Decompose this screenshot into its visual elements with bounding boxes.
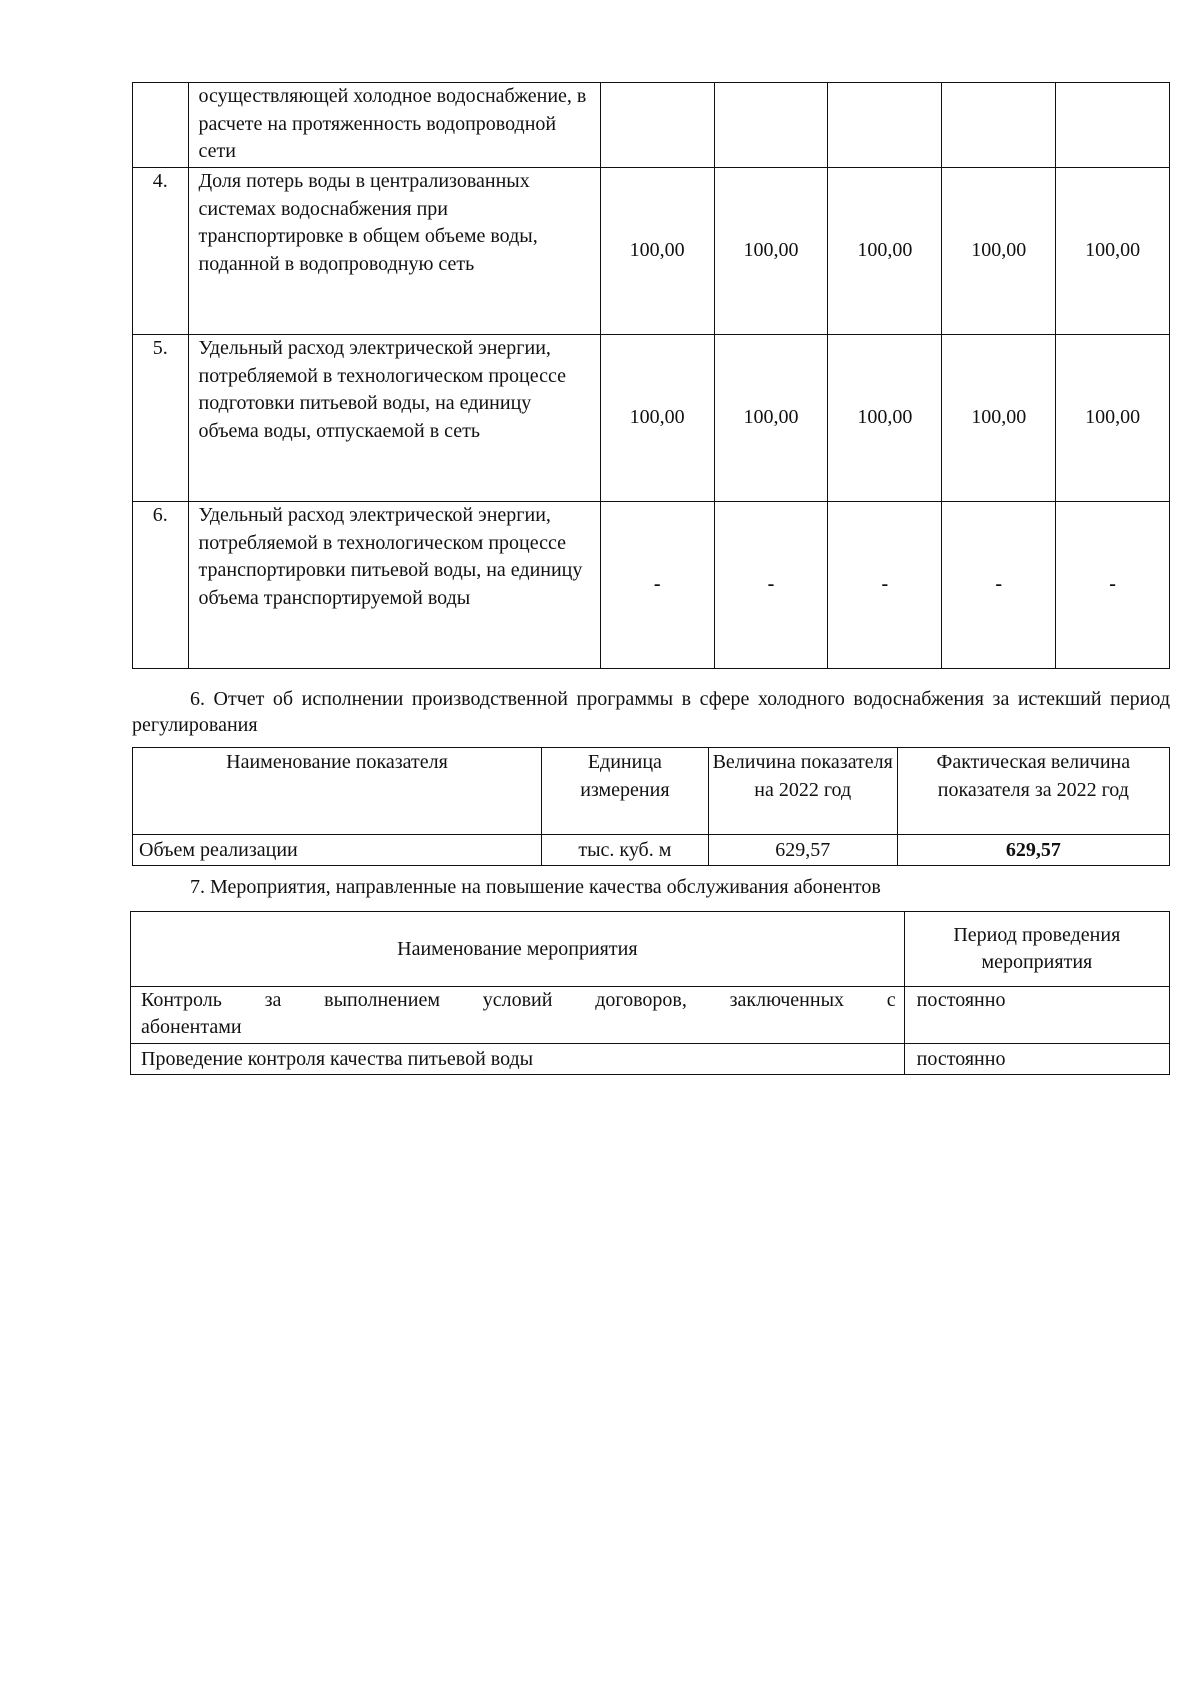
measure-name: Проведение контроля качества питьевой воды (131, 1044, 905, 1075)
indicator-value: - (1056, 502, 1170, 669)
indicator-value (1056, 83, 1170, 168)
indicator-value: - (600, 502, 714, 669)
measure-period: постоянно (904, 1044, 1169, 1075)
indicator-value: 100,00 (714, 335, 828, 502)
indicator-value: 100,00 (828, 335, 942, 502)
indicator-value: 100,00 (942, 168, 1056, 335)
section-6-heading: 6. Отчет об исполнении производственной программы в сфере холодного водоснабжения за истекший период регулирования (132, 688, 1170, 736)
column-header: Фактическая величина показателя за 2022 год (897, 748, 1169, 835)
table-header-row (131, 912, 1170, 987)
indicator-value: 100,00 (942, 335, 1056, 502)
indicator-value: 100,00 (828, 168, 942, 335)
table-row (131, 1044, 1170, 1075)
table-row (133, 83, 1170, 168)
measures-table (130, 911, 1170, 1075)
row-number (133, 83, 189, 168)
row-number: 4. (133, 168, 189, 335)
indicator-name: Удельный расход электрической энергии, потребляемой в технологическом процессе подготовки питьевой воды, на единицу объема воды, отпускаемой в сеть (188, 335, 600, 502)
indicators-table (132, 82, 1170, 669)
indicator-value: 100,00 (600, 335, 714, 502)
indicator-value: - (714, 502, 828, 669)
indicator-value (600, 83, 714, 168)
column-header: Наименование показателя (133, 748, 542, 835)
row-number: 6. (133, 502, 189, 669)
table-row (133, 168, 1170, 335)
measure-period: постоянно (904, 987, 1169, 1044)
indicator-value (828, 83, 942, 168)
indicator-name: Удельный расход электрической энергии, потребляемой в технологическом процессе транспортировки питьевой воды, на единицу объема транспортируемой воды (188, 502, 600, 669)
indicator-value: 100,00 (600, 168, 714, 335)
indicator-name: Доля потерь воды в централизованных системах водоснабжения при транспортировке в общем объеме воды, поданной в водопроводную сеть (188, 168, 600, 335)
column-header: Величина показателя на 2022 год (708, 748, 897, 835)
unit: тыс. куб. м (541, 835, 708, 866)
table-row (133, 835, 1170, 866)
column-header: Период проведения мероприятия (904, 912, 1169, 987)
indicator-value: 100,00 (1056, 335, 1170, 502)
section-7-heading: 7. Мероприятия, направленные на повышение качества обслуживания абонентов (190, 876, 881, 898)
table-header-row (133, 748, 1170, 835)
column-header: Наименование мероприятия (131, 912, 905, 987)
table-row (133, 502, 1170, 669)
indicator-value: 100,00 (714, 168, 828, 335)
column-header: Единица измерения (541, 748, 708, 835)
actual-value: 629,57 (897, 835, 1169, 866)
row-number: 5. (133, 335, 189, 502)
measure-name-line: Контроль за выполнением условий договоров, заключенных с (141, 989, 896, 1011)
table-row (133, 335, 1170, 502)
indicator-value: 100,00 (1056, 168, 1170, 335)
measure-name-line: абонентами (141, 1016, 242, 1038)
indicator-name: Объем реализации (133, 835, 542, 866)
program-report-table (132, 747, 1170, 866)
measure-name (131, 987, 905, 1044)
indicator-name: осуществляющей холодное водоснабжение, в расчете на протяженность водопроводной сети (188, 83, 600, 168)
indicator-value (942, 83, 1056, 168)
table-row (131, 987, 1170, 1044)
planned-value: 629,57 (708, 835, 897, 866)
indicator-value: - (828, 502, 942, 669)
indicator-value (714, 83, 828, 168)
indicator-value: - (942, 502, 1056, 669)
